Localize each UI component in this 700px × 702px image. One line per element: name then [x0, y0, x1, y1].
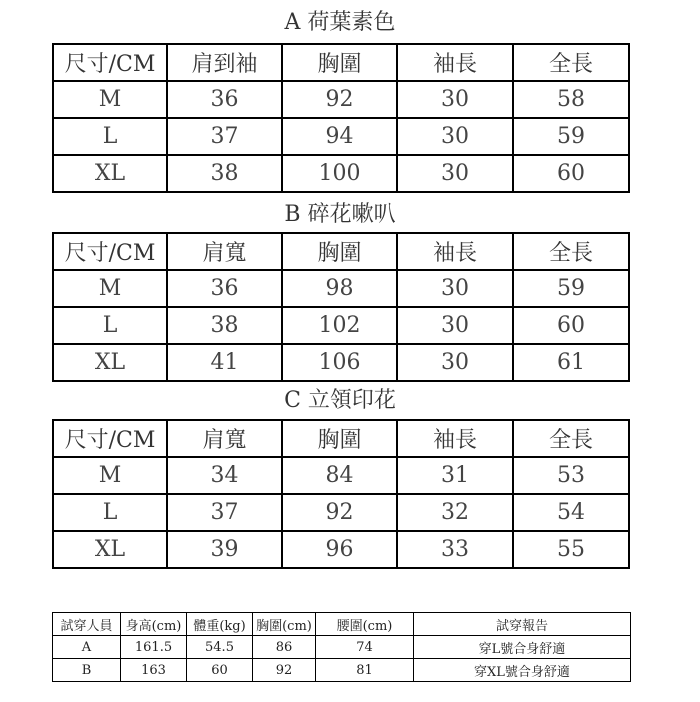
- table-cell: 30: [397, 81, 513, 118]
- header-cell: 腰圍(cm): [316, 613, 414, 636]
- table-cell: XL: [53, 344, 167, 381]
- table-cell: 59: [513, 270, 629, 307]
- header-cell: 胸圍: [282, 44, 397, 81]
- header-cell: 尺寸/CM: [53, 233, 167, 270]
- table-cell: 31: [397, 457, 513, 494]
- table-cell: 36: [167, 81, 282, 118]
- header-cell: 尺寸/CM: [53, 420, 167, 457]
- table-cell: 60: [513, 155, 629, 192]
- header-cell: 胸圍(cm): [253, 613, 316, 636]
- table-cell: 33: [397, 531, 513, 568]
- table-row: [53, 659, 631, 682]
- header-cell: 全長: [513, 420, 629, 457]
- header-cell: 試穿人員: [53, 613, 121, 636]
- table-row: [53, 155, 629, 192]
- table-cell: 86: [253, 636, 316, 659]
- table-cell: 38: [167, 155, 282, 192]
- table-cell: 98: [282, 270, 397, 307]
- table-cell: 34: [167, 457, 282, 494]
- header-cell: 身高(cm): [121, 613, 187, 636]
- table-cell: 37: [167, 118, 282, 155]
- table-cell: 32: [397, 494, 513, 531]
- section-c-title: C 立領印花: [284, 388, 396, 413]
- table-cell: 84: [282, 457, 397, 494]
- table-cell: 54.5: [187, 636, 253, 659]
- table-cell: XL: [53, 155, 167, 192]
- table-cell: 30: [397, 155, 513, 192]
- table-cell: 58: [513, 81, 629, 118]
- table-cell: L: [53, 494, 167, 531]
- table-row: [53, 531, 629, 568]
- table-cell: 41: [167, 344, 282, 381]
- table-cell: 161.5: [121, 636, 187, 659]
- table-row: [53, 81, 629, 118]
- table-row: [53, 457, 629, 494]
- table-row: [53, 307, 629, 344]
- table-cell: L: [53, 307, 167, 344]
- table-cell: 163: [121, 659, 187, 682]
- table-cell: 38: [167, 307, 282, 344]
- table-cell: 100: [282, 155, 397, 192]
- header-cell: 體重(kg): [187, 613, 253, 636]
- table-cell: 60: [187, 659, 253, 682]
- header-cell: 袖長: [397, 420, 513, 457]
- table-cell: 92: [282, 494, 397, 531]
- table-cell: 92: [282, 81, 397, 118]
- table-cell: 61: [513, 344, 629, 381]
- section-b-title: B 碎花嗽叭: [284, 202, 396, 227]
- trial-report-table: [52, 612, 631, 682]
- table-cell: B: [53, 659, 121, 682]
- header-cell: 肩寬: [167, 233, 282, 270]
- table-row: [53, 118, 629, 155]
- table-cell: M: [53, 270, 167, 307]
- size-table-b: [52, 232, 630, 382]
- table-cell: 60: [513, 307, 629, 344]
- table-header-row: [53, 44, 629, 81]
- header-cell: 胸圍: [282, 420, 397, 457]
- header-cell: 試穿報告: [414, 613, 631, 636]
- size-table-c: [52, 419, 630, 569]
- table-cell: 53: [513, 457, 629, 494]
- table-header-row: [53, 613, 631, 636]
- table-cell: M: [53, 81, 167, 118]
- table-cell: 54: [513, 494, 629, 531]
- table-cell: 37: [167, 494, 282, 531]
- header-cell: 肩寬: [167, 420, 282, 457]
- size-table-a: [52, 43, 630, 193]
- header-cell: 肩到袖: [167, 44, 282, 81]
- table-cell: M: [53, 457, 167, 494]
- table-cell: 30: [397, 118, 513, 155]
- table-cell: 59: [513, 118, 629, 155]
- table-cell: 81: [316, 659, 414, 682]
- table-cell: 39: [167, 531, 282, 568]
- header-cell: 全長: [513, 44, 629, 81]
- table-cell: 穿L號合身舒適: [414, 636, 631, 659]
- table-cell: 30: [397, 344, 513, 381]
- header-cell: 袖長: [397, 233, 513, 270]
- table-cell: XL: [53, 531, 167, 568]
- table-row: [53, 344, 629, 381]
- table-cell: 穿XL號合身舒適: [414, 659, 631, 682]
- table-cell: 30: [397, 270, 513, 307]
- table-row: [53, 494, 629, 531]
- header-cell: 胸圍: [282, 233, 397, 270]
- table-cell: 94: [282, 118, 397, 155]
- table-header-row: [53, 233, 629, 270]
- table-header-row: [53, 420, 629, 457]
- table-cell: 74: [316, 636, 414, 659]
- header-cell: 尺寸/CM: [53, 44, 167, 81]
- table-cell: 55: [513, 531, 629, 568]
- table-cell: 102: [282, 307, 397, 344]
- table-cell: 96: [282, 531, 397, 568]
- header-cell: 袖長: [397, 44, 513, 81]
- header-cell: 全長: [513, 233, 629, 270]
- table-cell: L: [53, 118, 167, 155]
- table-cell: A: [53, 636, 121, 659]
- table-cell: 36: [167, 270, 282, 307]
- table-cell: 92: [253, 659, 316, 682]
- section-a-title: A 荷葉素色: [284, 10, 396, 35]
- table-cell: 30: [397, 307, 513, 344]
- table-row: [53, 636, 631, 659]
- table-cell: 106: [282, 344, 397, 381]
- table-row: [53, 270, 629, 307]
